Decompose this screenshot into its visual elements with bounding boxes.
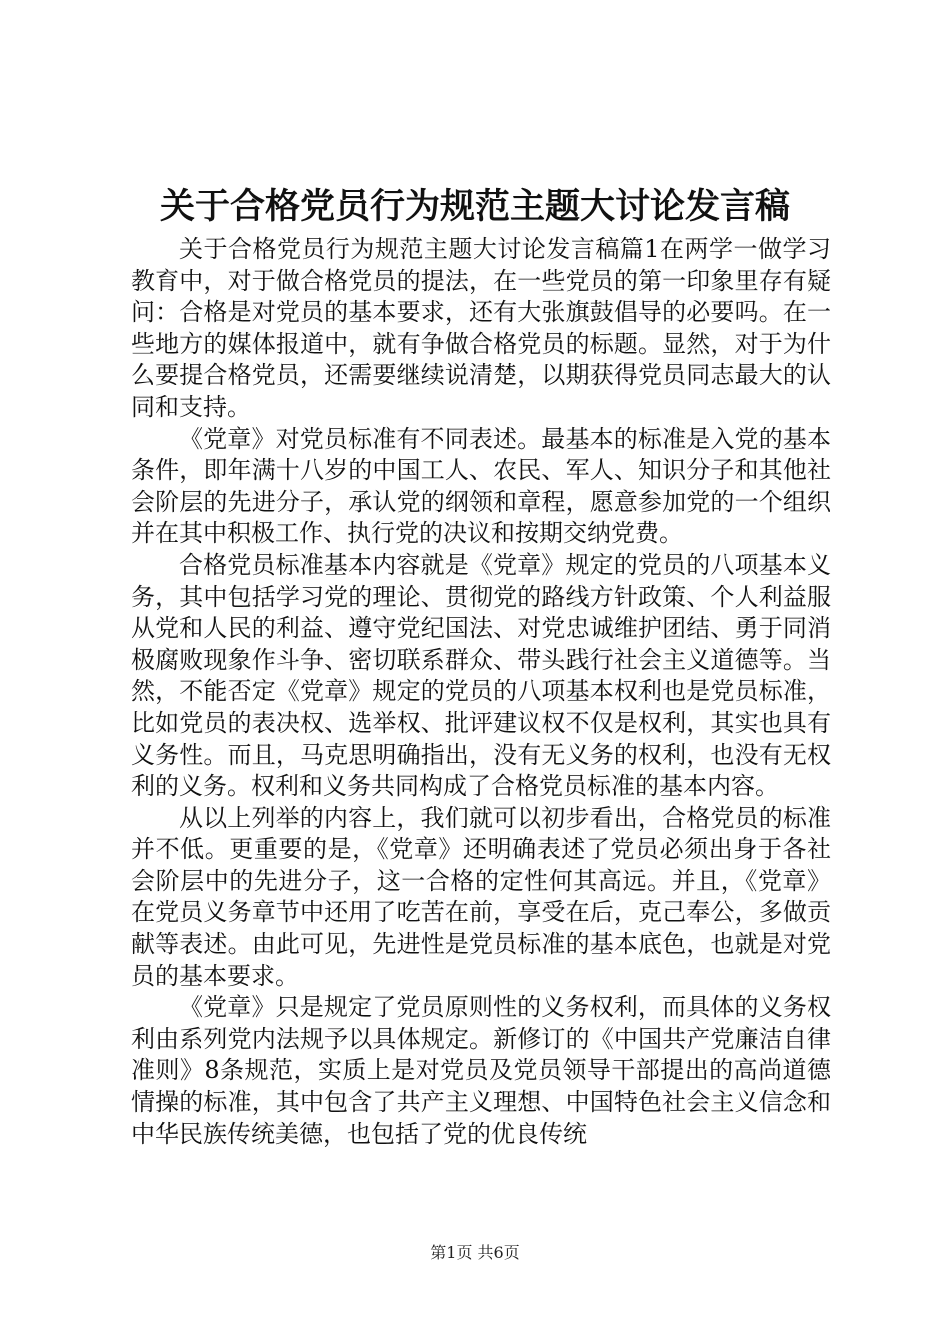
paragraph: 从以上列举的内容上，我们就可以初步看出，合格党员的标准并不低。更重要的是，《党章》还明确表述了党员必须出身于各社会阶层中的先进分子，这一合格的定性何其高远。并且，《党章》在党员义务章节中还用了吃苦在前，享受在后，克己奉公，多做贡献等表述。由此可见，先进性是党员标准的基本底色，也就是对党员的基本要求。 (131, 803, 831, 990)
paragraph: 《党章》对党员标准有不同表述。最基本的标准是入党的基本条件，即年满十八岁的中国工人、农民、军人、知识分子和其他社会阶层的先进分子，承认党的纲领和章程，愿意参加党的一个组织并在其中积极工作、执行党的决议和按期交纳党费。 (131, 424, 831, 548)
paragraph: 关于合格党员行为规范主题大讨论发言稿篇1在两学一做学习教育中，对于做合格党员的提法，在一些党员的第一印象里存有疑问：合格是对党员的基本要求，还有大张旗鼓倡导的必要吗。在一些地方的媒体报道中，就有争做合格党员的标题。显然，对于为什么要提合格党员，还需要继续说清楚，以期获得党员同志最大的认同和支持。 (131, 235, 831, 421)
paragraph: 《党章》只是规定了党员原则性的义务权利，而具体的义务权利由系列党内法规予以具体规定。新修订的《中国共产党廉洁自律准则》8条规范，实质上是对党员及党员领导干部提出的高尚道德情操的标准，其中包含了共产主义理想、中国特色社会主义信念和中华民族传统美德，也包括了党的优良传统 (131, 993, 831, 1148)
document-body (131, 234, 831, 1150)
page-footer: 第1页 共6页 (430, 1243, 520, 1262)
paragraph: 合格党员标准基本内容就是《党章》规定的党员的八项基本义务，其中包括学习党的理论、贯彻党的路线方针政策、个人利益服从党和人民的利益、遵守党纪国法、对党忠诚维护团结、勇于同消极腐败现象作斗争、密切联系群众、带头践行社会主义道德等。当然，不能否定《党章》规定的党员的八项基本权利也是党员标准，比如党员的表决权、选举权、批评建议权不仅是权利，其实也具有义务性。而且，马克思明确指出，没有无义务的权利，也没有无权利的义务。权利和义务共同构成了合格党员标准的基本内容。 (131, 550, 831, 801)
document-title: 关于合格党员行为规范主题大讨论发言稿 (159, 186, 790, 227)
